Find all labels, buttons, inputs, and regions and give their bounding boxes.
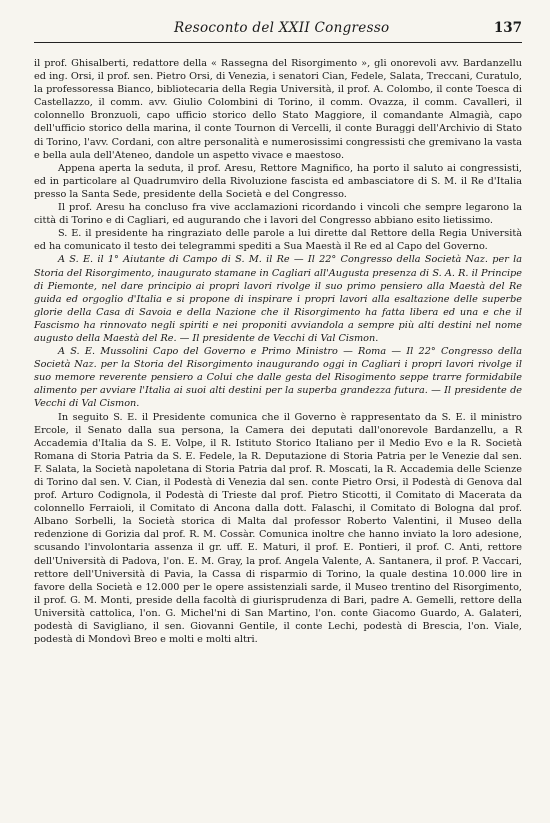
running-header <box>34 20 522 43</box>
paragraph-rector-greeting: Appena aperta la seduta, il prof. Aresu, Rettore Magnifico, ha porto il saluto ai congressisti, ed in particolare al Quadrumviro della Rivoluzione fascista ed ambasciatore di S. M. il Re d'Italia presso la Santa Sede, presidente della Società e del Congresso. <box>34 162 522 200</box>
paragraph-representatives: In seguito S. E. il Presidente comunica che il Governo è rappresentato da S. E. il ministro Ercole, il Senato dalla sua persona, la Camera dei deputati dall'onorevole Bardanzellu, a R Accademia d'Italia da S. E. Volpe, il R. Istituto Storico Italiano per il Medio Evo e la R. Società Romana di Storia Patria da S. E. Fedele, la R. Deputazione di Storia Patria per le Venezie dal sen. F. Salata, la Società napoletana di Storia Patria dal prof. R. Moscati, la R. Accademia delle Scienze di Torino dal sen. V. Cian, il Podestà di Venezia dal sen. conte Pietro Orsi, il Podestà di Genova dal prof. Arturo Codignola, il Podestà di Trieste dal prof. Pietro Sticotti, il Comitato di Macerata da colonnello Ferraioli, il Comitato di Ancona dalla dott. Falaschi, il Comitato di Bologna dal prof. Albano Sorbelli, la Società storica di Malta dal professor Roberto Valentini, il Museo della redenzione di Gorizia dal prof. R. M. Cossàr. Comunica inoltre che hanno inviato la loro adesione, scusando l'involontaria assenza il gr. uff. E. Maturi, il prof. E. Pontieri, il prof. C. Anti, rettore dell'Università di Padova, l'on. E. M. Gray, la prof. Angela Valente, A. Santanera, il prof. P. Vaccari, rettore dell'Università di Pavia, la Cassa di risparmio di Torino, la quale destina 10.000 lire in favore della Società e 12.000 per le opere assistenziali sarde, il Museo trentino del Risorgimento, il prof. G. M. Monti, preside della facoltà di giurisprudenza di Bari, padre A. Gemelli, rettore della Università cattolica, l'on. G. Michel'ni di San Martino, l'on. conte Giacomo Guardo, A. Galateri, podestà di Savigliano, il sen. Giovanni Gentile, il conte Lechi, podestà di Brescia, l'on. Viale, podestà di Mondovì Breo e molti e molti altri. <box>34 411 522 646</box>
page-number: 137 <box>493 20 522 36</box>
page-body <box>34 57 522 646</box>
running-title: Resoconto del XXII Congresso <box>174 20 390 36</box>
paragraph-telegrams-intro: S. E. il presidente ha ringraziato delle parole a lui dirette dal Rettore della Regia Università ed ha comunicato il testo dei telegrammi spediti a Sua Maestà il Re ed al Capo del Governo. <box>34 228 522 253</box>
paragraph-rector-conclusion: Il prof. Aresu ha concluso fra vive acclamazioni ricordando i vincoli che sempre legarono la città di Torino e di Cagliari, ed augurando che i lavori del Congresso abbiano esito lietissimo. <box>34 202 522 227</box>
book-page <box>34 20 522 646</box>
paragraph-attendees: il prof. Ghisalberti, redattore della « Rassegna del Risorgimento », gli onorevoli avv. Bardanzellu ed ing. Orsi, il prof. sen. Pietro Orsi, di Venezia, i senatori Cian, Fedele, Salata, Treccani, Curatulo, la professoressa Bianco, bibliotecaria della Regia Università, il prof. A. Colombo, il conte Toesca di Castellazzo, il comm. avv. Giulio Colombini di Torino, il comm. Ovazza, il comm. Cavalleri, il colonnello Bronzuoli, capo ufficio storico dello Stato Maggiore, il comandante Almagià, capo dell'ufficio storico della marina, il conte Tournon di Vercelli, il conte Buraggi dell'Archivio di Stato di Torino, l'avv. Cordani, con altre personalità e numerosissimi congressisti che gremivano la vasta e bella aula dell'Ateneo, dandole un aspetto vivace e maestoso. <box>34 58 522 161</box>
telegram-to-mussolini: A S. E. Mussolini Capo del Governo e Primo Ministro — Roma — Il 22° Congresso della Società Naz. per la Storia del Risorgimento inaugurando oggi in Cagliari i propri lavori rivolge il suo memore reverente pensiero a Colui che dalle gesta del Risogimento seppe trarre formidabile alimento per avviare l'Italia ai suoi alti destini per la superba grandezza futura. — Il presidente de Vecchi di Val Cismon. <box>34 346 522 410</box>
telegram-to-king: A S. E. il 1° Aiutante di Campo di S. M. il Re — Il 22° Congresso della Società Naz. per la Storia del Risorgimento, inaugurato stamane in Cagliari all'Augusta presenza di S. A. R. il Principe di Piemonte, nel dare principio ai propri lavori rivolge il suo primo pensiero alla Maestà del Re guida ed orgoglio d'Italia e si propone di inspirare i propri lavori alla esaltazione delle superbe glorie della Casa di Savoia e della Nazione che il Risorgimento ha fatta libera ed una e che il Fascismo ha rinnovato negli spiriti e nei proponiti avviandola a sempre più alti destini nel nome augusto della Maestà del Re. — Il presidente de Vecchi di Val Cismon. <box>34 254 522 344</box>
